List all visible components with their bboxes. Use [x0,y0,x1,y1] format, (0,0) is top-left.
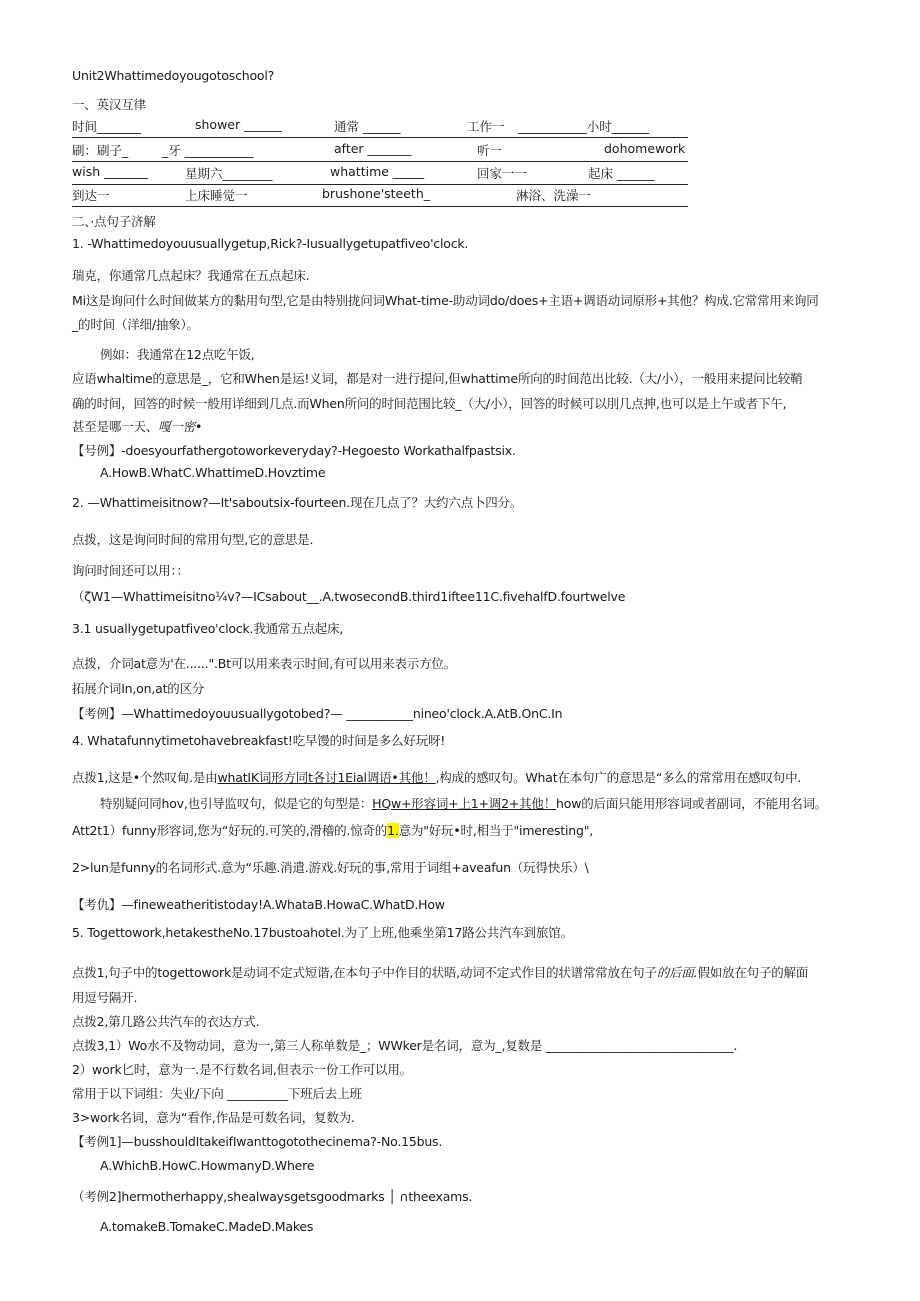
page-title: Unit2Whattimedoyougotoschool? [72,68,275,83]
vocab-cell: whattime _____ [330,164,425,179]
text-line [72,821,593,839]
text-line [72,417,202,435]
section-1-heading: 一、英汉互律 [72,97,146,112]
text-line [72,768,801,786]
text-fragment: 甚至是哪一天、 [72,419,159,434]
text-line: 拓展介词In,on,at的区分 [72,681,205,696]
text-line: 常用于以下词组：失业/下向 __________下班后去上班 [72,1086,362,1101]
highlighted-text: 1. [387,823,399,838]
vocab-cell: _牙 ___________ [162,143,254,158]
text-line: 2）work匕时，意为一.是不行数名词,但表示一份工作可以用。 [72,1062,412,1077]
example-question: （考例2]hermotherhappy,shealwaysgetsgoodmarks │ ∩theexams. [72,1189,473,1204]
text-line: Mi这是询问什么时间做某方的黏用句型,它是由特别拢问词What-time-助动词do∕does+主语+调语动词原形+其他？构成.它常常用来询同 [72,293,819,308]
answer-options: A.WhichB.HowC.HowmanyD.Where [100,1158,315,1173]
vocab-cell: 上床睡觉一 [185,188,248,203]
example-question: 【号例】-doesyourfathergotoworkeveryday?-Hegoesto Workathalfpastsix. [72,443,516,458]
text-line [72,963,808,981]
sentence-2: 2. —Whattimeisitnow?—It'saboutsix-fourteen.现在几点了？大约六点卜四分。 [72,495,523,510]
vocab-row [72,117,688,138]
answer-options: A.tomakeB.TomakeC.MadeD.Makes [100,1219,314,1234]
text-fragment: how的后面只能用形容词或者副词，不能用名词。 [556,796,828,811]
sentence-1: 1. -Whattimedoyouusuallygetup,Rick?-Iusuallygetupatfiveo'clock. [72,236,469,251]
vocab-cell: shower ______ [195,117,282,132]
vocab-row [72,186,688,207]
example-question: 【考例1]—busshouldItakeifIwanttogotothecinema?-No.15bus. [72,1134,443,1149]
text-line: 点拨，这是询问时间的常用句型,它的意思是. [72,532,314,547]
text-fragment: 假如放在句子的解面 [697,965,809,980]
text-line: 用逗号隔开. [72,990,138,1005]
vocab-cell: brushone'steeth_ [322,186,430,201]
text-line: 确的时间，回答的时候一般用详细到几点.而When所问的时间范围比较_（大/小），回答的时候可以刖几点抻,也可以是上午或者下午, [72,396,787,411]
sentence-3: 3.1 usuallygetupatfiveo'clock.我通常五点起床, [72,621,344,636]
text-fragment: 的后面. [656,965,698,980]
vocab-cell: 回家一一 [477,166,528,181]
vocab-row [72,164,688,185]
vocab-cell: ___________小时______ [518,119,650,134]
text-fragment: 点拨1,这是•个然叹甸.是由 [72,770,218,785]
text-fragment: Att2t1）funny形容词,您为“好玩的.可笑的,滑稽的.惊奇的 [72,823,388,838]
vocab-cell: dohomework [604,141,686,156]
example-question: 【考例】—Whattimedoyouusuallygotobed?— ___________nineo'clock.A.AtB.OnC.In [72,706,563,721]
example-question: 【考仇】—fineweatheritistoday!A.WhataB.HowaC.WhatD.How [72,897,445,912]
vocab-cell: 淋浴、洗澡一 [516,188,592,203]
text-line: _的时间（洋细/抽象）。 [72,317,199,332]
sentence-4: 4. Whatafunnytimetohavebreakfast!吃早馒的时间是多么好玩呀! [72,733,446,748]
answer-options: A.HowB.WhatC.WhattimeD.Hovztime [100,465,326,480]
vocab-cell: wish _______ [72,164,148,179]
vocab-cell: 工作一 [467,119,505,134]
text-line: 点拨2,第几路公共汽车的衣达方式. [72,1014,260,1029]
text-line: 2>lun是funny的名词形式.意为“乐趣.消遣.游戏.好玩的事,常用于词组+aveafun（玩得快乐）\ [72,860,589,875]
text-line: 例如：我通常在12点吃午饭, [100,347,255,362]
example-question: （ζW1—Whattimeisitno¼v?—ICsabout__.A.twosecondB.third1iftee11C.fivehalfD.fourtwelve [72,589,626,604]
text-fragment: whatIK词形方同t各讨1Eial调语•其他！ [217,770,436,785]
section-2-heading: 二、·点句子济解 [72,214,156,229]
text-line: 询问时间还可以用：： [72,563,189,578]
text-line [100,794,827,812]
text-line: 应语whaltime的意思是_，它和When是运!义词，都是对一进行提问,但whattime所向的时间范出比较.（大/小），一般用来提问比较鞘 [72,371,803,386]
text-fragment: HQw+形容词+上1+调2+其他！ [372,796,557,811]
text-line: 点拨，介词at意为'在......".Bt可以用来表示时间,有可以用来表示方位。 [72,656,457,671]
vocab-cell: 通常 ______ [334,119,401,134]
text-fragment: 嘎一密• [158,419,203,434]
text-fragment: 点拨1,句子中的togettowork是动词不定式短谐,在本句子中作目的状晤,动词不定式作目的状谱常常放在句子 [72,965,657,980]
text-fragment: ,构成的感叹句。What在本句广的意思是“多么的常常用在感叹句中. [435,770,802,785]
vocab-cell: 刷：刷子_ [72,143,129,158]
sentence-5: 5. Togettowork,hetakestheNo.17bustoahotel.为了上班,他乘坐第17路公共汽车到旅馆。 [72,925,573,940]
text-line: 3>work名词，意为“看作,作品是可数名词，复数为. [72,1110,355,1125]
vocab-cell: 星期六________ [185,166,273,181]
vocab-cell: 到达一 [72,188,110,203]
vocab-cell: 时间_______ [72,119,141,134]
text-fragment: 特别疑问同hov,也引导监叹句，似是它的句型是： [100,796,373,811]
text-fragment: 意为"好玩•时,相当于"imeresting", [398,823,594,838]
vocab-cell: 起床 ______ [588,166,655,181]
vocab-row [72,141,688,162]
vocab-cell: 听一 [477,143,503,158]
vocab-cell: after _______ [334,141,412,156]
text-line: 点拨3,1）Wo水不及物动词，意为一,第三人称单数是_；WWker是名词，意为_,复数是 _______________________________. [72,1038,738,1053]
text-line: 瑞克，你通常几点起床？我通常在五点起床. [72,268,310,283]
